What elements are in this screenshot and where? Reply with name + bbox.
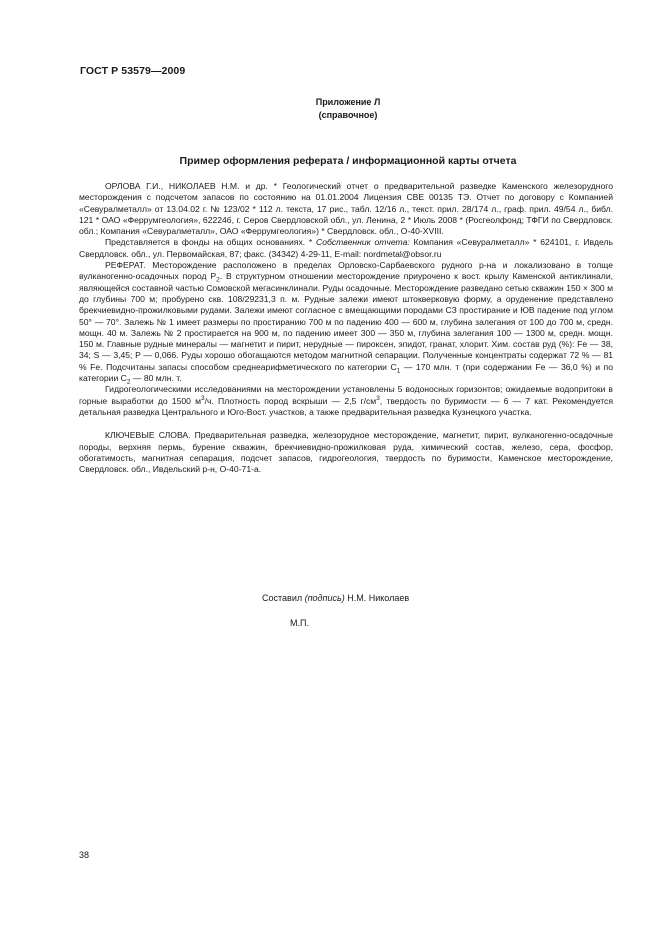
signature-line: Составил (подпись) Н.М. Николаев — [262, 593, 410, 603]
abstract-body — [79, 181, 613, 475]
appendix-title: Приложение Л — [315, 97, 381, 107]
appendix-note: (справочное) — [318, 110, 378, 120]
page-number: 38 — [79, 850, 90, 860]
fund-paragraph: Представляется в фонды на общих основаниях. * Собственник отчета: Компания «Севуралметалл» * 624101, г. Ивдель Свердловск. обл., ул. Первомайская, 87; факс. (34342) 4-29-11, E-mail: nordmetal@obsor.ru — [79, 237, 613, 259]
keywords-paragraph: КЛЮЧЕВЫЕ СЛОВА. Предварительная разведка, железорудное месторождение, магнетит, пирит, вулканогенно-осадочные породы, верхняя пермь, бурение скважин, брекчиевидно-прожилковая руда, химический состав, железо, сера, фосфор, обогатимость, магнитная сепарация, подсчет запасов, гидрогеология, твердость по буримости, Каменское месторождение, Свердловск. обл., Ивдельский р-н, О-40-71-а. — [79, 430, 613, 475]
standard-header: ГОСТ Р 53579—2009 — [80, 65, 186, 77]
seal-placeholder: М.П. — [290, 618, 309, 628]
hydrogeology-paragraph: Гидрогеологическими исследованиями на месторождении установлены 5 водоносных горизонтов; ожидаемые водопритоки в горные выработки до 1500 $м^3/ч$. Плотность пород вскрыши — 2,5 $г/см^3$, твердость по буримости — 6 — 7 кат. Рекомендуется детальная разведка Центрального и Юго-Вост. участков, а также предварительная разведка Кузнецкого участка. — [79, 384, 614, 417]
bibliographic-paragraph: ОРЛОВА Г.И., НИКОЛАЕВ Н.М. и др. * Геологический отчет о предварительной разведке Каменского железорудного месторождения с подсчетом запасов по состоянию на 01.01.2004 Лицензия СВЕ 00135 ТЭ. Отчет по договору с Компанией «Севуралметалл» от 13.04.02 г. № 123/02 * 112 л. текста, 17 рис., табл. 12/16 л., текст. прил. 28/174 л., граф. прил. 49/54 л., библ. 121 * ОАО «Феррумгеология», 622246, г. Серов Свердловской обл., ул. Ленина, 2 * Июль 2008 * (Росгеолфонд; ТФГИ по Свердловск. обл.; Компания «Севуралметалл», ОАО «Феррумгеология») * Свердловск. обл., О-40-XVIII. — [79, 181, 613, 237]
appendix-heading — [0, 96, 661, 122]
document-title: Пример оформления реферата / информационной карты отчета — [179, 155, 517, 167]
abstract-paragraph: РЕФЕРАТ. Месторождение расположено в пределах Орловско-Сарбаевского рудного р-на и локализовано в толще вулканогенно-осадочных пород $P_2$. В структурном отношении месторождение приурочено к вост. крылу Каменской антиклинали, являющейся составной частью Сомовской мегасинклинали. Руды осадочные. Месторождение разведано сетью скважин 150 × 300 м до глубины 700 м; пробурено скв. 108/29231,3 п. м. Рудные залежи имеют штокверковую форму, а оруденение представлено брекчиевидно-прожилковыми рудами. Залежи имеют согласное с вмещающими породами СЗ простирание и ЮВ падение под углом 50° — 70°. Залежь № 1 имеет размеры по простиранию 700 м по падению 400 — 600 м, глубина залегания от 100 до 700 м, средн. мощн. 40 м. Залежь № 2 простирается на 900 м, по падению имеет 300 — 350 м, глубина залегания 100 — 1300 м, средн. мощн. 150 м. Главные рудные минералы — магнетит и пирит, нерудные — пироксен, эпидот, гранат, хлорит. Хим. состав руд (%): Fe — 38, 34; S — 3,45; P — 0,066. Руды хорошо обогащаются методом магнитной сепарации. Полученные концентраты содержат 72 % — 81 % Fe. Подсчитаны запасы способом среднеарифметического по категории $C_1$ — 170 млн. т (при содержании Fe — 36,0 %) и по категории $C_2$ — 80 млн. т. — [79, 260, 614, 386]
